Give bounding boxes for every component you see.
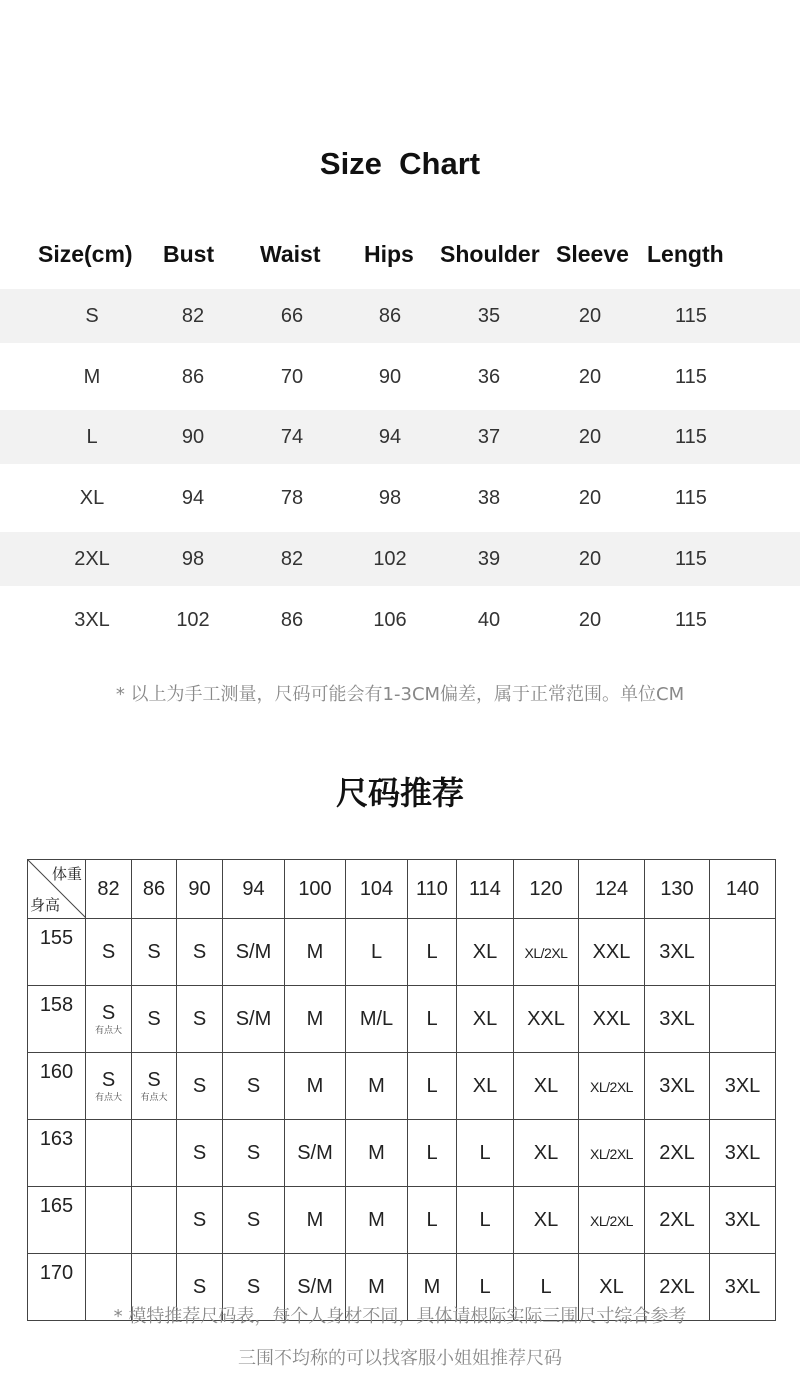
- size-row: [0, 289, 800, 343]
- size-value: S: [101, 940, 116, 963]
- size-value: 2XL: [659, 1141, 695, 1164]
- size-value: M: [368, 1275, 385, 1298]
- size-value: 3XL: [724, 1208, 761, 1231]
- height-label: 155: [28, 919, 86, 986]
- size-value: XXL: [592, 1007, 631, 1030]
- size-value: M: [368, 1074, 385, 1097]
- size-recommendation: [514, 1187, 579, 1254]
- size-cell-bust: 98: [181, 547, 205, 570]
- size-value: M: [306, 1208, 324, 1231]
- size-cell-shoulder: 35: [477, 305, 501, 327]
- size-cell-length: 115: [675, 426, 707, 449]
- size-cell-waist: 70: [280, 365, 304, 388]
- size-value: M: [368, 1141, 385, 1164]
- size-value: 3XL: [659, 940, 695, 963]
- size-recommendation: [223, 986, 285, 1053]
- size-value: S: [192, 1141, 207, 1164]
- size-value: XL/2XL: [590, 1145, 633, 1162]
- size-recommendation: [223, 919, 285, 986]
- size-recommendation: [579, 1187, 645, 1254]
- weight-header: 104: [346, 860, 408, 919]
- weight-header: 94: [223, 860, 285, 919]
- size-cell-length: 115: [675, 487, 707, 510]
- size-cell-sleeve: 20: [578, 487, 602, 510]
- size-recommendation: [710, 919, 776, 986]
- size-cell-hips: 94: [378, 426, 402, 449]
- size-row: [0, 471, 800, 525]
- size-value: M: [423, 1275, 441, 1298]
- size-cell-sleeve: 20: [578, 305, 602, 327]
- size-cell-waist: 82: [280, 547, 304, 570]
- recommendation-row: [28, 919, 776, 986]
- size-cell-bust: 102: [176, 608, 210, 631]
- size-value: 3XL: [724, 1074, 761, 1097]
- weight-header: 90: [177, 860, 223, 919]
- size-recommendation: [132, 1187, 177, 1254]
- size-row: [0, 410, 800, 464]
- corner-cell: [28, 860, 86, 919]
- size-value: S: [101, 1069, 116, 1091]
- size-value: S: [246, 1074, 261, 1097]
- size-cell-size: L: [86, 426, 98, 449]
- size-value: L: [426, 1208, 438, 1231]
- size-value: XXL: [527, 1007, 565, 1030]
- size-value: XL: [533, 1141, 559, 1164]
- size-cell-length: 115: [675, 365, 707, 388]
- size-recommendation: [579, 986, 645, 1053]
- size-cell-waist: 74: [280, 426, 304, 449]
- size-cell-waist: 78: [280, 487, 304, 510]
- height-label: 163: [28, 1120, 86, 1187]
- measurement-note: * 以上为手工测量，尺码可能会有1-3CM偏差，属于正常范围。单位CM: [115, 684, 685, 705]
- weight-header: 140: [710, 860, 776, 919]
- size-cell-hips: 102: [373, 547, 407, 570]
- size-cell-waist: 66: [280, 305, 304, 327]
- size-recommendation: [177, 1187, 223, 1254]
- size-cell-size: S: [85, 305, 99, 327]
- size-value: S: [246, 1208, 261, 1231]
- size-value: XL: [472, 940, 498, 963]
- size-cell-hips: 86: [378, 305, 402, 327]
- size-recommendation: [86, 1120, 132, 1187]
- size-value: L: [479, 1208, 491, 1231]
- size-cell-waist: 86: [280, 608, 304, 631]
- header-hips: Hips: [364, 241, 414, 267]
- size-cell-sleeve: 20: [578, 608, 602, 631]
- weight-header: 130: [645, 860, 710, 919]
- size-value: L: [426, 940, 438, 963]
- size-value: S/M: [235, 940, 272, 963]
- size-value: XL/2XL: [590, 1078, 633, 1095]
- service-note: 三围不均称的可以找客服小姐姐推荐尺码: [238, 1348, 562, 1369]
- weight-header: 82: [86, 860, 132, 919]
- size-cell-shoulder: 36: [477, 365, 501, 388]
- size-value: L: [479, 1275, 491, 1298]
- height-label: 158: [28, 986, 86, 1053]
- size-cell-shoulder: 40: [477, 608, 501, 631]
- size-sub-note: 有点大: [140, 1093, 168, 1103]
- size-value: L: [479, 1141, 491, 1164]
- weight-header: 100: [285, 860, 346, 919]
- size-recommendation: [408, 1120, 457, 1187]
- size-recommendation: [223, 1120, 285, 1187]
- size-recommendation: [579, 1120, 645, 1187]
- size-recommendation: [177, 1120, 223, 1187]
- size-recommendation: [710, 1053, 776, 1120]
- size-recommendation: [710, 1187, 776, 1254]
- recommendation-row: [28, 1187, 776, 1254]
- size-recommendation: [285, 986, 346, 1053]
- size-recommendation: [457, 986, 514, 1053]
- size-recommendation: [457, 1187, 514, 1254]
- size-cell-hips: 98: [378, 487, 402, 510]
- size-value: M: [306, 940, 324, 963]
- size-value: S: [101, 1002, 116, 1024]
- size-value: 2XL: [659, 1275, 695, 1298]
- size-recommendation: [346, 986, 408, 1053]
- size-cell-size: 3XL: [74, 608, 110, 631]
- size-value: M: [306, 1007, 324, 1030]
- size-value: S: [192, 1275, 207, 1298]
- corner-weight-label: 体重: [51, 865, 82, 883]
- size-chart-title: Size Chart: [319, 146, 481, 181]
- size-value: XL: [472, 1007, 498, 1030]
- size-value: S: [147, 1069, 161, 1091]
- recommendation-row: [28, 1053, 776, 1120]
- size-recommendation: [645, 1120, 710, 1187]
- size-recommendation: [132, 986, 177, 1053]
- size-value: 3XL: [659, 1007, 695, 1030]
- size-cell-bust: 86: [181, 365, 205, 388]
- size-value: M/L: [359, 1007, 394, 1030]
- size-recommendation: [408, 919, 457, 986]
- size-recommendation: [346, 919, 408, 986]
- size-value: 3XL: [659, 1074, 695, 1097]
- size-recommendation: [457, 1053, 514, 1120]
- size-recommendation: [177, 986, 223, 1053]
- height-label: 165: [28, 1187, 86, 1254]
- size-recommendation: [132, 1053, 177, 1120]
- size-recommendation: [514, 1053, 579, 1120]
- size-value: S/M: [235, 1007, 272, 1030]
- header-size: Size(cm): [38, 241, 133, 267]
- size-cell-length: 115: [675, 608, 707, 631]
- size-cell-length: 115: [675, 547, 707, 570]
- size-cell-bust: 94: [181, 487, 205, 510]
- size-value: XL: [533, 1208, 559, 1231]
- size-recommendation: [285, 1053, 346, 1120]
- size-value: M: [306, 1074, 324, 1097]
- size-row: [0, 350, 800, 404]
- size-recommendation: [346, 1053, 408, 1120]
- weight-header: 120: [514, 860, 579, 919]
- header-bust: Bust: [163, 241, 215, 267]
- size-recommendation: [710, 986, 776, 1053]
- size-recommendation: [579, 919, 645, 986]
- size-recommendation: [132, 1120, 177, 1187]
- size-cell-shoulder: 39: [477, 547, 501, 570]
- size-cell-hips: 90: [378, 365, 402, 388]
- size-value: 2XL: [659, 1208, 695, 1231]
- size-row: [0, 593, 800, 647]
- size-value: L: [426, 1007, 438, 1030]
- size-value: L: [370, 940, 383, 963]
- weight-header: 110: [408, 860, 457, 919]
- size-recommendation: [285, 919, 346, 986]
- size-value: XL/2XL: [524, 944, 568, 961]
- size-cell-size: 2XL: [74, 547, 110, 570]
- size-recommendation: [408, 1187, 457, 1254]
- size-cell-hips: 106: [373, 608, 407, 631]
- size-value: XL: [533, 1074, 559, 1097]
- size-value: L: [540, 1275, 552, 1298]
- size-recommendation: [408, 1053, 457, 1120]
- size-recommendation: [457, 919, 514, 986]
- size-recommendation: [285, 1120, 346, 1187]
- size-value: S: [192, 1074, 207, 1097]
- size-value: S/M: [297, 1141, 333, 1164]
- header-shoulder: Shoulder: [440, 241, 540, 267]
- recommendation-table: [27, 859, 776, 1321]
- header-sleeve: Sleeve: [556, 241, 629, 267]
- size-value: S: [192, 940, 207, 963]
- size-cell-sleeve: 20: [578, 426, 602, 449]
- size-value: XXL: [592, 940, 631, 963]
- size-recommendation: [457, 1120, 514, 1187]
- size-sub-note: 有点大: [94, 1026, 122, 1036]
- size-cell-size: XL: [79, 487, 105, 510]
- size-value: S/M: [297, 1275, 333, 1298]
- size-value: S: [147, 940, 161, 963]
- height-label: 160: [28, 1053, 86, 1120]
- size-value: M: [368, 1208, 385, 1231]
- recommendation-row: [28, 986, 776, 1053]
- size-recommendation: [579, 1053, 645, 1120]
- size-recommendation: [514, 1120, 579, 1187]
- size-recommendation: [346, 1187, 408, 1254]
- size-recommendation: [86, 986, 132, 1053]
- size-recommendation: [645, 919, 710, 986]
- size-value: 3XL: [724, 1275, 761, 1298]
- weight-header: 114: [457, 860, 514, 919]
- model-note: * 模特推荐尺码表，每个人身材不同，具体请根际实际三围尺寸综合参考: [113, 1306, 687, 1327]
- size-recommendation: [86, 1187, 132, 1254]
- size-value: S: [246, 1275, 261, 1298]
- size-cell-size: M: [83, 365, 101, 388]
- size-value: L: [426, 1141, 438, 1164]
- size-recommendation: [177, 1053, 223, 1120]
- size-row: [0, 532, 800, 586]
- size-value: L: [426, 1074, 438, 1097]
- size-sub-note: 有点大: [94, 1093, 122, 1103]
- header-length: Length: [647, 241, 724, 267]
- weight-header: 124: [579, 860, 645, 919]
- corner-height-label: 身高: [30, 896, 61, 914]
- size-value: XL: [472, 1074, 498, 1097]
- size-value: S: [192, 1208, 207, 1231]
- size-value: S: [246, 1141, 261, 1164]
- size-recommendation: [346, 1120, 408, 1187]
- size-recommendation: [645, 986, 710, 1053]
- size-cell-sleeve: 20: [578, 547, 602, 570]
- size-recommendation: [132, 919, 177, 986]
- size-recommendation: [223, 1187, 285, 1254]
- size-cell-bust: 90: [181, 426, 205, 449]
- size-recommendation: [177, 919, 223, 986]
- size-value: S: [147, 1007, 161, 1030]
- size-recommendation: [645, 1053, 710, 1120]
- size-value: XL/2XL: [590, 1212, 633, 1229]
- recommendation-title: 尺码推荐: [335, 774, 464, 812]
- size-recommendation: [223, 1053, 285, 1120]
- weight-header: 86: [132, 860, 177, 919]
- size-cell-length: 115: [675, 305, 707, 327]
- size-recommendation: [408, 986, 457, 1053]
- size-recommendation: [514, 986, 579, 1053]
- size-cell-shoulder: 37: [477, 426, 501, 449]
- size-recommendation: [285, 1187, 346, 1254]
- size-value: S: [192, 1007, 207, 1030]
- header-waist: Waist: [260, 241, 321, 267]
- height-label: 170: [28, 1254, 86, 1321]
- size-recommendation: [86, 1053, 132, 1120]
- size-cell-shoulder: 38: [477, 487, 501, 510]
- size-cell-sleeve: 20: [578, 365, 602, 388]
- size-cell-bust: 82: [181, 305, 205, 327]
- size-recommendation: [514, 919, 579, 986]
- recommendation-row: [28, 1120, 776, 1187]
- size-recommendation: [710, 1120, 776, 1187]
- weight-header-row: [28, 860, 776, 919]
- size-recommendation: [86, 919, 132, 986]
- size-recommendation: [645, 1187, 710, 1254]
- size-value: 3XL: [724, 1141, 761, 1164]
- size-value: XL: [599, 1275, 624, 1298]
